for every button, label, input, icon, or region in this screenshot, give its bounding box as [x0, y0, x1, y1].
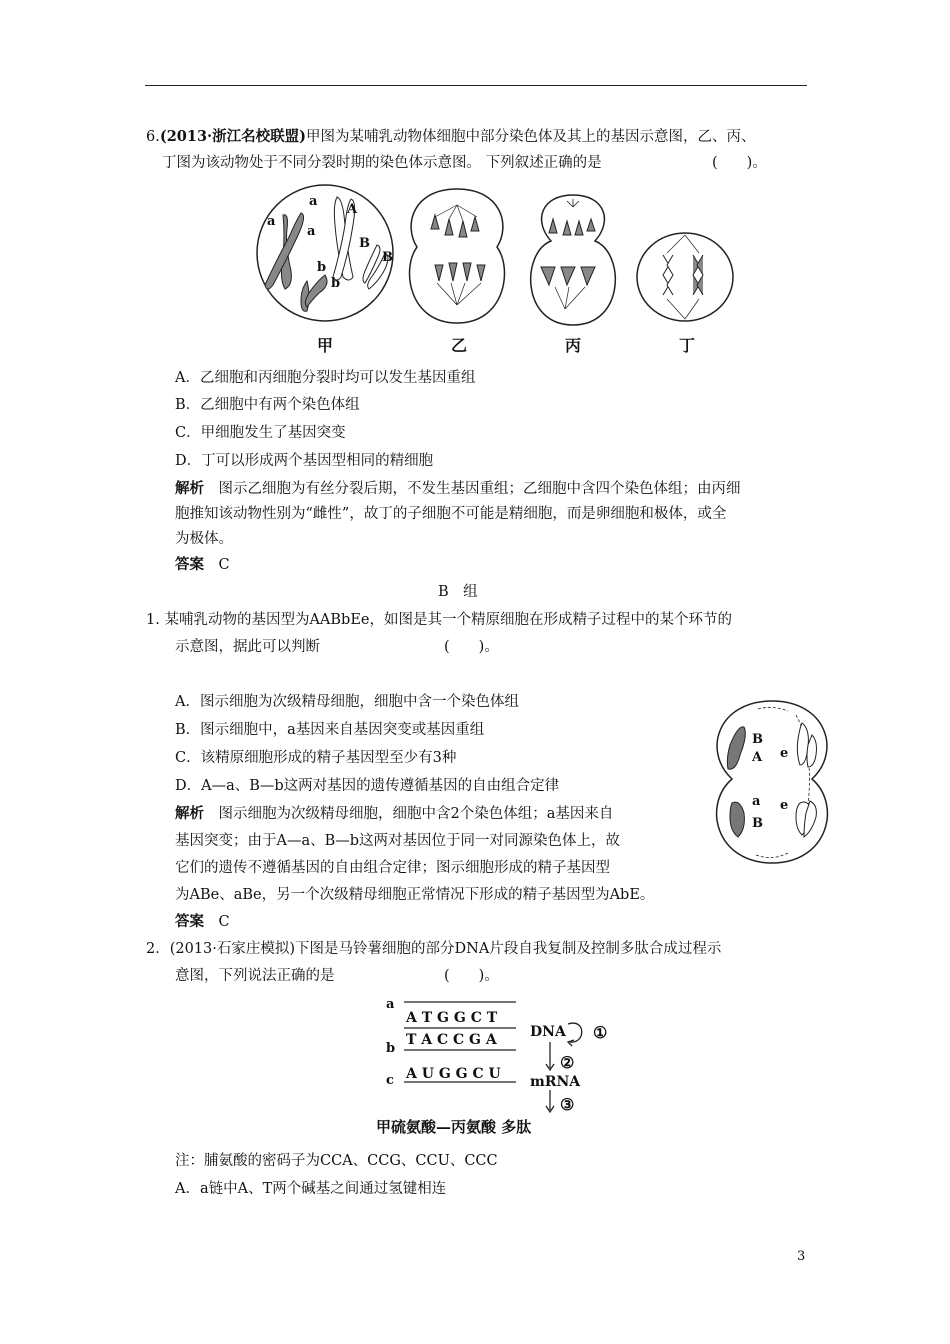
q6-analysis-line-1: 解析 图示乙细胞为有丝分裂后期，不发生基因重组；乙细胞中含四个染色体组；由丙细	[175, 480, 741, 497]
strand-label-c: c	[386, 1073, 394, 1088]
cell-ding	[637, 233, 733, 321]
gene-label-a3: a	[309, 194, 318, 209]
q1-cell-figure	[708, 695, 838, 870]
q2-stem-line-2: 意图，下列说法正确的是	[175, 968, 335, 984]
q6-option-c: C．甲细胞发生了基因突变	[175, 425, 346, 441]
page-number: 3	[797, 1249, 806, 1264]
step-3-marker: ③	[560, 1095, 575, 1114]
q1-option-a: A．图示细胞为次级精母细胞，细胞中含一个染色体组	[175, 694, 519, 710]
cell-jia	[257, 185, 393, 321]
strand-label-a: a	[386, 997, 395, 1012]
strand-seq-c: A U G G C U	[406, 1066, 501, 1082]
q6-answer-blank: ( )。	[712, 155, 767, 171]
q1-label-B-top: B	[752, 732, 763, 747]
q1-analysis-line-3: 它们的遗传不遵循基因的自由组合定律；图示细胞形成的精子基因型	[175, 860, 610, 876]
group-heading: B 组	[438, 584, 478, 600]
q1-analysis-line-2: 基因突变；由于A—a、B—b这两对基因位于同一对同源染色体上，故	[175, 833, 621, 849]
q6-option-b: B．乙细胞中有两个染色体组	[175, 397, 360, 413]
gene-label-A: A	[347, 202, 358, 217]
dna-label: DNA	[530, 1024, 566, 1040]
strand-seq-b: T A C C G A	[406, 1032, 497, 1048]
q6-option-d: D．丁可以形成两个基因型相同的精细胞	[175, 453, 434, 469]
q1-label-e-bottom: e	[780, 798, 789, 813]
q2-dna-figure	[376, 992, 630, 1142]
gene-label-B1: B	[359, 236, 370, 251]
figure-label-ding: 丁	[679, 336, 696, 355]
q1-stem-line-1: 1. 某哺乳动物的基因型为AABbEe，如图是其一个精原细胞在形成精子过程中的某个环节的	[146, 612, 732, 628]
q1-option-d: D．A—a、B—b这两对基因的遗传遵循基因的自由组合定律	[175, 778, 560, 794]
q1-analysis-line-1: 解析 图示细胞为次级精母细胞，细胞中含2个染色体组；a基因来自	[175, 805, 614, 822]
header-rule	[145, 85, 807, 86]
q1-analysis-line-4: 为ABe、aBe，另一个次级精母细胞正常情况下形成的精子基因型为AbE。	[175, 887, 655, 903]
q2-answer-blank: ( )。	[444, 968, 499, 984]
mrna-label: mRNA	[530, 1074, 581, 1090]
q1-answer: 答案 C	[175, 913, 230, 930]
q1-label-a-bottom: a	[752, 794, 761, 809]
q1-option-b: B．图示细胞中，a基因来自基因突变或基因重组	[175, 722, 485, 738]
q1-label-A-top: A	[752, 750, 763, 765]
q6-answer: 答案 C	[175, 556, 230, 573]
step-2-marker: ②	[560, 1053, 575, 1072]
q6-source: (2013·浙江名校联盟)	[159, 128, 306, 145]
figure-label-bing: 丙	[565, 336, 582, 355]
q6-cell-figures	[245, 185, 725, 365]
q1-answer-blank: ( )。	[444, 639, 499, 655]
figure-label-jia: 甲	[317, 336, 334, 355]
gene-label-b1: b	[317, 260, 327, 275]
q1-option-c: C．该精原细胞形成的精子基因型至少有3种	[175, 750, 457, 766]
q6-option-a: A．乙细胞和丙细胞分裂时均可以发生基因重组	[175, 370, 476, 386]
q1-label-e-top: e	[780, 746, 789, 761]
q2-stem-line-1: 2．(2013·石家庄模拟)下图是马铃薯细胞的部分DNA片段自我复制及控制多肽合成过程示	[146, 941, 722, 957]
gene-label-a2: a	[307, 224, 316, 239]
q2-note: 注：脯氨酸的密码子为CCA、CCG、CCU、CCC	[175, 1153, 498, 1169]
q1-stem-line-2: 示意图，据此可以判断	[175, 639, 320, 655]
gene-label-a1: a	[267, 214, 276, 229]
gene-label-B2: B	[382, 250, 393, 265]
cell-bing	[531, 195, 616, 325]
strand-seq-a: A T G G C T	[406, 1010, 498, 1026]
q6-analysis-line-3: 为极体。	[175, 531, 233, 547]
cell-yi	[410, 189, 505, 323]
q2-option-a: A．a链中A、T两个碱基之间通过氢键相连	[175, 1181, 447, 1197]
q1-label-B-bottom: B	[752, 816, 763, 831]
figure-label-yi: 乙	[451, 336, 468, 355]
strand-label-b: b	[386, 1041, 396, 1056]
q6-analysis-line-2: 胞推知该动物性别为“雌性”，故丁的子细胞不可能是精细胞，而是卵细胞和极体，或全	[175, 506, 727, 522]
peptide-label: 甲硫氨酸—丙氨酸 多肽	[376, 1118, 532, 1136]
q6-stem-line-2: 丁图为该动物处于不同分裂时期的染色体示意图。 下列叙述正确的是	[162, 155, 602, 171]
step-1-marker: ①	[593, 1023, 608, 1042]
q6-stem-line-1: 6.(2013·浙江名校联盟)甲图为某哺乳动物体细胞中部分染色体及其上的基因示意图，乙、丙、	[146, 128, 756, 145]
gene-label-b2: b	[331, 276, 341, 291]
